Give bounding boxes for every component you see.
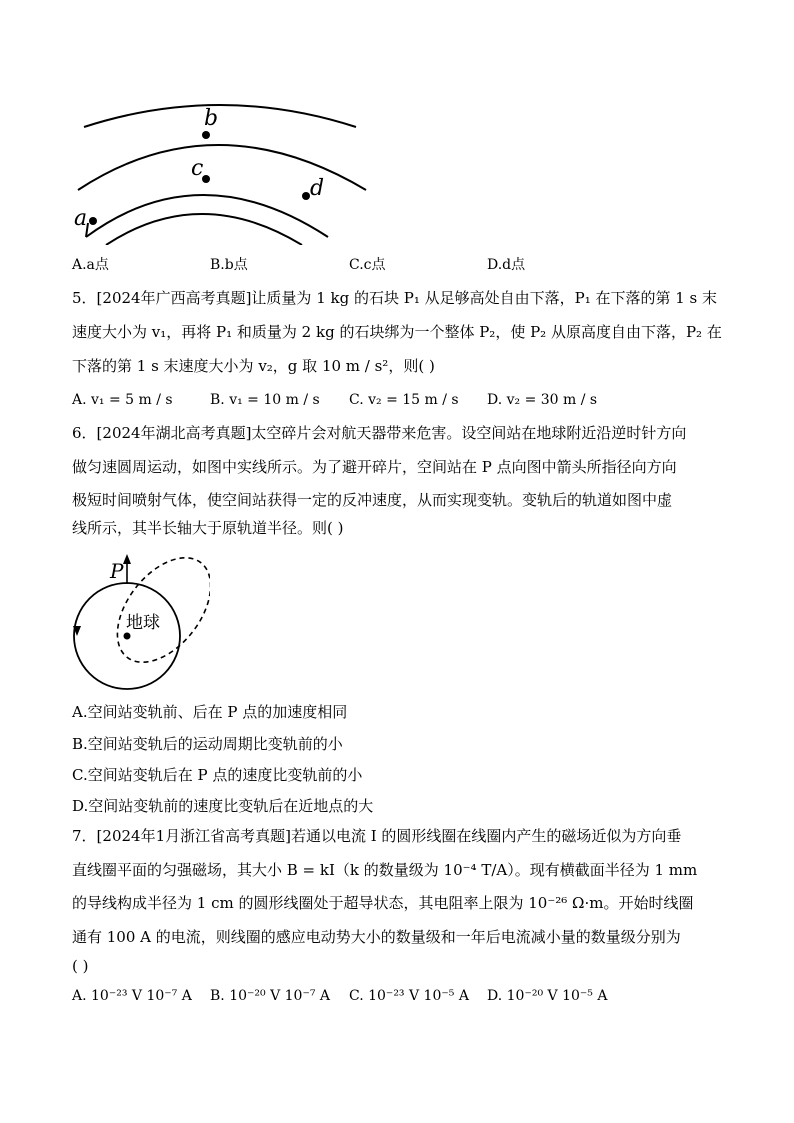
q7-text-line1: 7．[2024年1月浙江省高考真题]若通以电流 I 的圆形线圈在线圈内产生的磁场近似为方向垂 — [72, 827, 682, 845]
label-c: c — [191, 156, 204, 181]
q6-option-d[interactable]: D.空间站变轨前的速度比变轨后在近地点的大 — [72, 797, 374, 815]
q4-option-b[interactable]: B.b点 — [210, 257, 248, 273]
point-a — [89, 217, 97, 225]
q7-text-line5: ( ) — [72, 957, 89, 975]
field-lines-figure — [70, 95, 370, 245]
q7-text-line4: 通有 100 A 的电流，则线圈的感应电动势大小的数量级和一年后电流减小量的数量级分别为 — [72, 928, 681, 946]
q4-option-c[interactable]: C.c点 — [349, 257, 386, 273]
orbit-figure — [70, 548, 210, 693]
p-arrow-head — [123, 554, 131, 564]
q5-option-c[interactable]: C. v₂ = 15 m / s — [349, 392, 459, 408]
q5-text-line2: 速度大小为 v₁，再将 P₁ 和质量为 2 kg 的石块绑为一个整体 P₂，使 P₂ 从原高度自由下落，P₂ 在 — [72, 323, 722, 341]
q5-option-b[interactable]: B. v₁ = 10 m / s — [210, 392, 320, 408]
q6-option-a[interactable]: A.空间站变轨前、后在 P 点的加速度相同 — [72, 703, 348, 721]
arc-outer — [84, 105, 356, 127]
q5-option-a[interactable]: A. v₁ = 5 m / s — [72, 392, 173, 408]
q6-text-line4: 线所示，其半长轴大于原轨道半径。则( ) — [72, 519, 344, 537]
label-b: b — [204, 106, 219, 131]
earth-center — [124, 633, 131, 640]
q6-option-c[interactable]: C.空间站变轨后在 P 点的速度比变轨前的小 — [72, 766, 363, 784]
label-a: a — [74, 206, 88, 231]
q7-option-d[interactable]: D. 10⁻²⁰ V 10⁻⁵ A — [487, 988, 608, 1004]
q7-text-line3: 的导线构成半径为 1 cm 的圆形线圈处于超导状态，其电阻率上限为 10⁻²⁶ Ω·m。开始时线圈 — [72, 894, 694, 912]
q4-option-a[interactable]: A.a点 — [72, 257, 109, 273]
q5-option-d[interactable]: D. v₂ = 30 m / s — [487, 392, 598, 408]
arc-c — [86, 195, 328, 237]
point-b — [202, 131, 210, 139]
q7-text-line2: 直线圈平面的匀强磁场，其大小 B = kI（k 的数量级为 10⁻⁴ T/A）。现有横截面半径为 1 mm — [72, 861, 698, 879]
label-d: d — [310, 176, 325, 201]
q6-text-line1: 6．[2024年湖北高考真题]太空碎片会对航天器带来危害。设空间站在地球附近沿逆时针方向 — [72, 424, 687, 442]
q4-option-d[interactable]: D.d点 — [487, 257, 526, 273]
q6-text-line3: 极短时间喷射气体，使空间站获得一定的反冲速度，从而实现变轨。变轨后的轨道如图中虚 — [72, 491, 673, 509]
q5-text-line1: 5．[2024年广西高考真题]让质量为 1 kg 的石块 P₁ 从足够高处自由下落，P₁ 在下落的第 1 s 末 — [72, 289, 718, 307]
q6-option-b[interactable]: B.空间站变轨后的运动周期比变轨前的小 — [72, 735, 343, 753]
label-earth: 地球 — [126, 613, 160, 633]
q6-text-line2: 做匀速圆周运动，如图中实线所示。为了避开碎片，空间站在 P 点向图中箭头所指径向方向 — [72, 458, 677, 476]
point-d — [302, 192, 310, 200]
q5-text-line3: 下落的第 1 s 末速度大小为 v₂，g 取 10 m / s²，则( ) — [72, 357, 435, 375]
arc-inner — [106, 214, 302, 245]
label-p: P — [110, 559, 124, 583]
q7-option-a[interactable]: A. 10⁻²³ V 10⁻⁷ A — [72, 988, 192, 1004]
q7-option-b[interactable]: B. 10⁻²⁰ V 10⁻⁷ A — [210, 988, 331, 1004]
q7-option-c[interactable]: C. 10⁻²³ V 10⁻⁵ A — [349, 988, 469, 1004]
